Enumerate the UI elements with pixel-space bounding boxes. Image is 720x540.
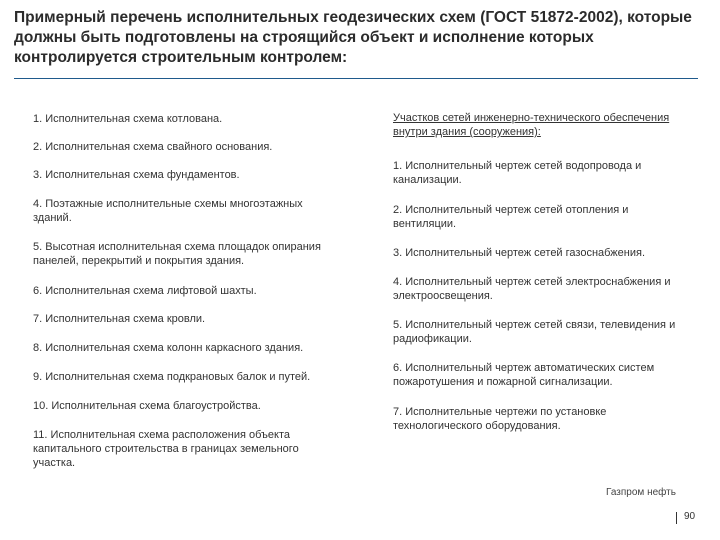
- list-item: 7. Исполнительные чертежи по установке технологического оборудования.: [393, 406, 607, 432]
- list-item: 5. Высотная исполнительная схема площадок опирания панелей, перекрытий и покрытия здания.: [33, 241, 321, 267]
- page-number: 90: [684, 511, 696, 522]
- list-item: 2. Исполнительный чертеж сетей отопления и вентиляции.: [393, 204, 629, 230]
- list-item: 4. Исполнительный чертеж сетей электроснабжения и электроосвещения.: [393, 276, 671, 302]
- list-item: 6. Исполнительная схема лифтовой шахты.: [33, 285, 257, 297]
- list-item: 9. Исполнительная схема подкрановых балок и путей.: [33, 371, 311, 383]
- list-item: 2. Исполнительная схема свайного основания.: [33, 141, 273, 153]
- list-item: 4. Поэтажные исполнительные схемы многоэтажных зданий.: [33, 198, 303, 224]
- page-title: Примерный перечень исполнительных геодезических схем (ГОСТ 51872-2002), которые должны быть подготовлены на строящийся объект и исполнение которых контролируется строительным контролем:: [14, 9, 692, 66]
- list-item: 6. Исполнительный чертеж автоматических систем пожаротушения и пожарной сигнализации.: [393, 362, 655, 388]
- list-item: 3. Исполнительный чертеж сетей газоснабжения.: [393, 247, 646, 259]
- list-item: 1. Исполнительная схема котлована.: [33, 113, 223, 125]
- list-item: 7. Исполнительная схема кровли.: [33, 313, 206, 325]
- list-item: 5. Исполнительный чертеж сетей связи, телевидения и радиофикации.: [393, 319, 676, 345]
- list-item: 8. Исполнительная схема колонн каркасного здания.: [33, 342, 304, 354]
- section-heading: Участков сетей инженерно-технического обеспечения внутри здания (сооружения):: [393, 112, 670, 138]
- list-item: 3. Исполнительная схема фундаментов.: [33, 169, 240, 181]
- page-number-separator: [676, 512, 677, 524]
- footer-brand: Газпром нефть: [606, 487, 676, 498]
- list-item: 11. Исполнительная схема расположения объекта капитального строительства в границах земельного участка.: [33, 429, 299, 469]
- list-item: 10. Исполнительная схема благоустройства.: [33, 400, 261, 412]
- list-item: 1. Исполнительный чертеж сетей водопровода и канализации.: [393, 160, 642, 186]
- title-underline: [14, 78, 698, 79]
